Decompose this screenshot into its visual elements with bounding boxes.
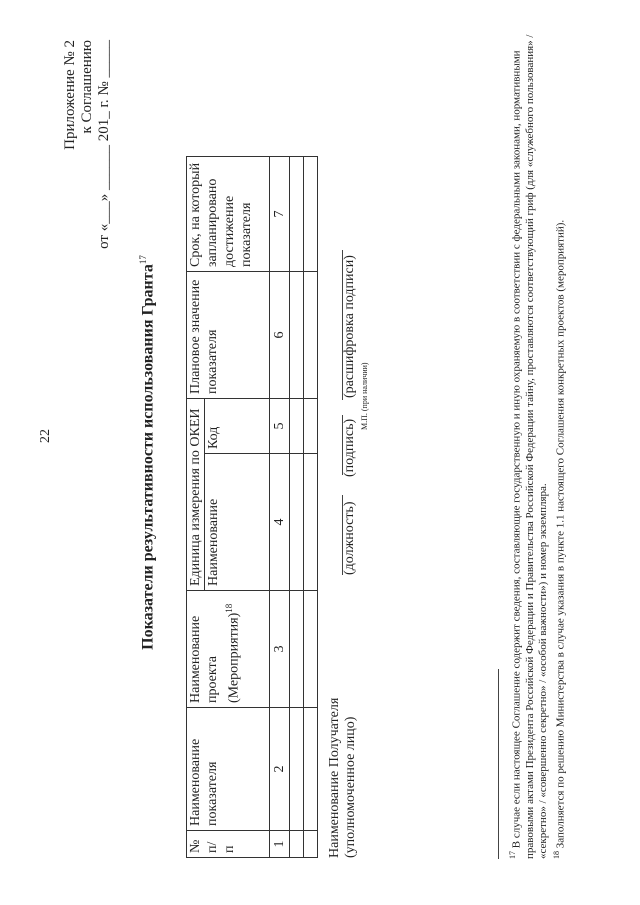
appendix-header [62,40,113,270]
col-number-4: 4 [270,454,290,591]
appendix-number: Приложение № 2 [62,40,78,150]
header-project-name [187,591,270,708]
signature-caption: (подпись) [342,418,357,477]
results-table [186,156,318,858]
project-footnote-mark: 18 [224,603,234,613]
page-number: 22 [38,429,53,443]
col-number-3: 3 [270,591,290,708]
appendix-date-number: от «___» ______ 201_ г. № _____ [96,40,112,249]
header-planned-value: Плановое значение показателя [187,272,270,399]
table-row [304,157,318,858]
table-number-row [270,157,290,858]
col-number-2: 2 [270,708,290,831]
footnote-18-text: Заполняется по решению Министерства в случае указания в пункте 1.1 настоящего Соглашения конкретных проектов (мероприятий). [554,219,567,849]
title-text: Показатели результативности использования Гранта [139,264,157,650]
decryption-caption: (расшифровка подписи) [342,255,357,398]
header-okei-unit: Единица измерения по ОКЕИ [187,399,205,591]
col-number-1: 1 [270,831,290,858]
header-unit-name: Наименование [205,454,270,591]
footnote-17-text: В случае если настоящее Соглашение содержит сведения, составляющие государственную и иную охраняемую в соответствии с федеральными законами, нормативными правовыми актами Президента Российской Федерации и Правительства Российской Федерации тайну, проставляются соответствующий гриф (для «служебного пользования» / «секретно» / «совершенно секретно» / «особой важности») и номер экземпляра. [510,34,549,859]
header-indicator-name: Наименование показателя [187,708,270,831]
header-unit-code: Код [205,399,270,454]
table-row [290,157,304,858]
footnote-18 [550,19,568,859]
header-project-name-text: Наименование проекта (Мероприятия) [188,612,242,703]
footnote-divider [498,669,499,859]
footnote-17 [506,19,550,859]
recipient-name-label: Наименование Получателя [327,697,342,858]
col-number-5: 5 [270,399,290,454]
header-number: № п/п [187,831,270,858]
footnote-18-mark: 18 [551,851,561,859]
position-caption: (должность) [342,501,357,575]
footnotes [506,19,567,859]
title-footnote-mark: 17 [138,255,148,265]
col-number-7: 7 [270,157,290,272]
footnote-17-mark: 17 [508,851,517,859]
recipient-authorized-label: (уполномоченное лицо) [343,716,358,858]
appendix-agreement-ref: к Соглашению [79,40,95,134]
stamp-note: М.П. (при наличии) [360,362,369,430]
col-number-6: 6 [270,272,290,399]
header-deadline: Срок, на который запланировано достижение показателя [187,157,270,272]
page-title [138,0,157,905]
table-header-row [187,157,205,858]
